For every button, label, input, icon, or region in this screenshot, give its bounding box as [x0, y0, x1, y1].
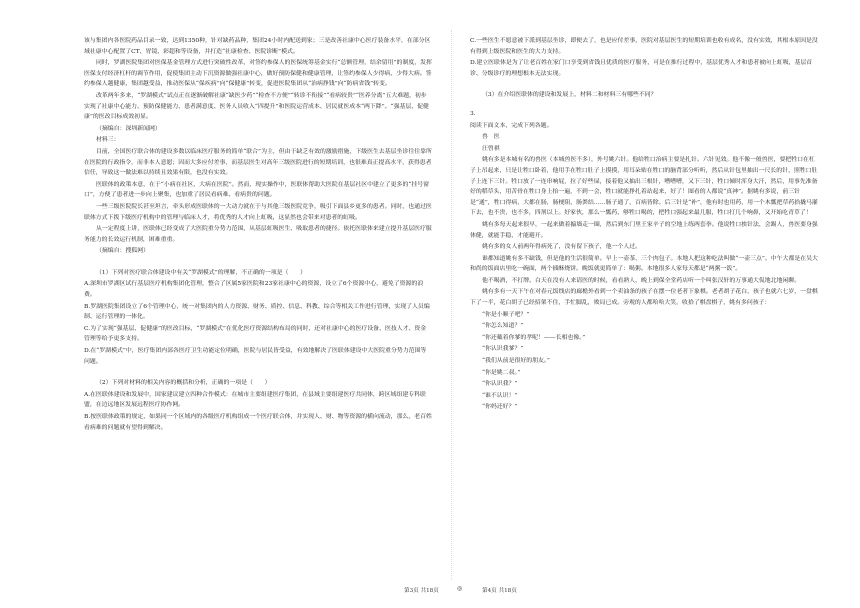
paragraph: 姚有多的女人前两年得病死了，没有留下孩子，他一个人过。	[482, 244, 642, 251]
paragraph: （摘编自：深圳新闻网）	[96, 125, 161, 132]
paragraph	[470, 80, 820, 86]
paragraph: “你还戴着你爹的孝呢！——长相也像。”	[482, 334, 586, 341]
paragraph: “我们从前是很好的朋友。”	[482, 358, 550, 365]
paragraph: “你妈还好？”	[482, 404, 518, 411]
paragraph: C.为了实现“强基层、促健康”的医改目标，“罗湖模式”在优化医疗资源结构布局的同时，还对社康中心的医疗设备、医技人才、资金管理等给予更多支持。	[84, 325, 427, 343]
page-separator-icon: ◎	[457, 585, 463, 592]
paragraph: 改革两年多来，“罗湖模式”试点正在逐渐破解社康“缺医少药”“检查不方便”“转诊不衔接”“看病较贵”“医养分离”五大难题，初步实现了社康中心能力、预防保健能力、患者满意度、医务人员收入“四提升”和医院运营成本、居民就医成本“两下降”。“强基层、促健康”的医改目标成效初显。	[84, 92, 429, 121]
paragraph: 谁都知道姚有多不缺钱，但是他的生活很简单。早上一壶茶、三个肉包子。本地人把这种吃法叫做“一壶三点”。中午大都是在吴大和尚的饭面店里吃一碗面，两个插酥烧饼。晚饭就更简单了：喝粥。本地很多人家每天都是“两粥一饭”。	[470, 255, 818, 273]
paragraph: “你怎么知道？”	[482, 323, 524, 330]
paragraph: （3）在介绍医联体的建设和发展上，材料二和材料三有哪些不同？	[482, 92, 657, 99]
paragraph: D.在“罗湖模式”中，医疗集团内部各医疗卫生功能定位明确，医院与居民皆受益，有效地解决了医联体建设中大医院重分势力范围等问题。	[84, 348, 427, 365]
paragraph: “你是小顺子吧？”	[482, 311, 530, 318]
paragraph: 姚有多每天起来很早，一起来做着搧墙走一圈，然后到东门里王家辛子的空地上练两套拳。他说牲口挨针法，会踢人，兽医要身强体健，就能手稳，才能避开。	[470, 221, 818, 239]
paragraph: 姚有多是本城有名的兽医（本城兽医不多），外号姚六针。他给牲口治病主要是扎针。六针见效。他不像一般兽医，要把牲口在杠子上吊起来，只是让牲口卧着，他用手在牲口肚子上摸摸，用耳朵贴在牲口的脑背部分听听，然后从针包里抽出一尺长的针，照牲口肚子上连下三针。牲口放了一连串响屁，拉了好些屎，接着他又抽出三根针，嘈嘈嘈，又下三针，牲口倾时浑身大汗，然后，用事先准备好的稻草头，用苦骨在牲口身上抬一遍，不到一会，牲口就能挣扎着站起来，好了！图看的人都说“真神”。据姚有多说，前三针是“通”，牲口得病，大都在肠，肠梗阻，肠粪结……肠子通了，百病皆除。后三针是“补”，他有时也用药，用一个木瓢把草药拾撬马灌下去，也不贵，也不多，四剂以上。好家伙，那么一瓢药，够牲口喝的，把牲口强起来最几服，牲口打几个响鼻，又开始吃青草了！	[470, 157, 818, 217]
paragraph: 材料三：	[96, 137, 120, 144]
paragraph: C.一些医生不愿意被下派到基层坐诊，即便去了，也是应付差事，医院对基层医生的短期培训也收有成名，没有实效，其根本原因是没有得到上级医院和医生的大力支持。	[470, 38, 818, 55]
paragraph	[84, 368, 432, 374]
paragraph: （1）下列对医疗联合体建设中有关“罗湖模式”的理解，不正确的一项是（ ）	[96, 269, 307, 276]
paragraph: “谁不认识！”	[482, 392, 518, 399]
paragraph: 一些三级医院院长甚至坦言，牵头形成医联体的一大动力就在于与其他三级医院竞争，吸引下面县乡更多的患者。同时，也通过医联体方式下拨下级医疗机构中的管理与临床人才，将优秀的人才向上虹吸，这显然也会带来对患者的虹吸。	[84, 203, 432, 221]
left-page-number: 第3页 共18页	[404, 588, 439, 594]
paragraph: 3.	[470, 110, 476, 117]
paragraph: 兽 医	[482, 134, 500, 141]
paragraph: 医联体的政策本意，在于“小病在社区，大病在医院”。然而，现实操作中，医联体帮助大医院在基层社区中建立了更多的“挂号窗口”，方便了患者进一步向上聚集，也加重了居民看病难、看病贵的问题。	[84, 181, 430, 199]
paragraph: A.在医联体建设和发展中，国家建议建立四种合作模式：在城市主要组建医疗集团，在县域主要组建医疗共同体，跨区域组建专科联盟，在边远地区发展远程医疗协作网。	[84, 391, 426, 409]
paragraph	[84, 258, 432, 264]
paragraph: “你是姚二叔。”	[482, 369, 521, 376]
paragraph	[470, 102, 820, 108]
paragraph: 阅读下面文本，完成下列各题。	[470, 122, 553, 129]
right-column	[470, 36, 820, 414]
column-divider	[451, 30, 452, 580]
paragraph: D.建立医联体是为了让老百姓在家门口享受到省钱且优质的医疗服务，可是在推行过程中，基层优秀人才和患者被向上虹吸，基层首诊、分级诊疗的理想根本无法实现。	[470, 60, 813, 77]
paragraph: （2）下列对材料的相关内容的概括和分析，正确的一项是（ ）	[96, 380, 271, 387]
paragraph: B.按医联体政策的规定，如果同一个区域内的各级医疗机构组成一个医疗联合体，并实现人、财、物等资源的横向流动，那么，老百姓看病难的问题就有望得到解决。	[84, 414, 432, 431]
paragraph: （摘编自：搜狐网）	[96, 248, 150, 255]
paragraph: 目前，全国医疗联合体的建设多数以临床医疗服务的简单“联合”为主，但由于缺乏有效的激励措施，下级医生去基层坐诊往往靠所在医院的行政指令，而非本人意愿；因而大多应付差事，而基层医生对高年三级医院进行的短期培训，也很难真正提高水平，获得患者信任，导致这一做法难以持续且效果有限，也没有实效。	[84, 148, 432, 177]
paragraph: B.罗湖医院集团设立了6个管理中心，统一对集团内的人力资源、财务、质控、信息、科教、综合等相关工作进行管理，实现了人员编制、运行管理的一体化。	[84, 303, 430, 321]
paragraph: 该与集团内各医院药品目录一致，达到1350种，针对缺药品种，集团24小时内配送到家；三是改善社康中心医疗装备水平，在部分区域社康中心配置了CT、胃镜、彩超和等设备，并打造“社康检查、医院诊断”模式。	[84, 38, 431, 55]
paragraph: 同时，罗湖医院集团对医保基金管理方式进行突破性改革，对签约参保人的医保统筹基金实行“总额管理，结余留用”的制度，发挥医保支付经济杠杆的调节作用，促使集团主动下沉资源做强社康中心，做好预防保健和健康管理，让签约参保人少得病、少得大病。签约参保人越健康，集团越受益，推动医保从“保疾病”向“保健康”转变，促进医院集团从“治病挣钱”向“防病省钱”转变。	[84, 60, 432, 88]
paragraph: “你认识我？”	[482, 381, 518, 388]
paragraph: 他不喝酒，不打牌。白天在没有人来请医的时候，看看熟人，晚上到保全堂药店听一个叫张汉轩的万事通大侃地北地闲聊。	[482, 277, 801, 284]
left-column	[84, 36, 432, 434]
paragraph: 姚有多有一天下午在对春元饭线店的廊檐外看到一个卖油条的孩子在摆一位老者下象棋。老者胡子花白，孩子也就六七岁，一盘棋下了一半，花白胡子已经招架不住，手忙脚乱，败局已成。旁观的人都哈哈大笑，收拾了棋盘棋子，姚有多问孩子：	[470, 289, 818, 307]
paragraph: “你认识我爹？”	[482, 346, 524, 353]
right-page-number: 第4页 共18页	[482, 588, 517, 594]
paragraph: 汪曾祺	[482, 145, 500, 152]
paragraph: 从一定程度上讲，医联体已经变成了大医院重分势力范围，从基层虹吸医生、吸取患者的捷径。依托医联体来建立提升基层医疗服务能力的长效运行机制，困难重重。	[84, 226, 432, 243]
paragraph: A.深圳市罗湖区试行基层医疗机构集团化管理，整合了区属5家医院和23家社康中心的资源，设立了6个资源中心，避免了资源的浪费。	[84, 281, 424, 299]
